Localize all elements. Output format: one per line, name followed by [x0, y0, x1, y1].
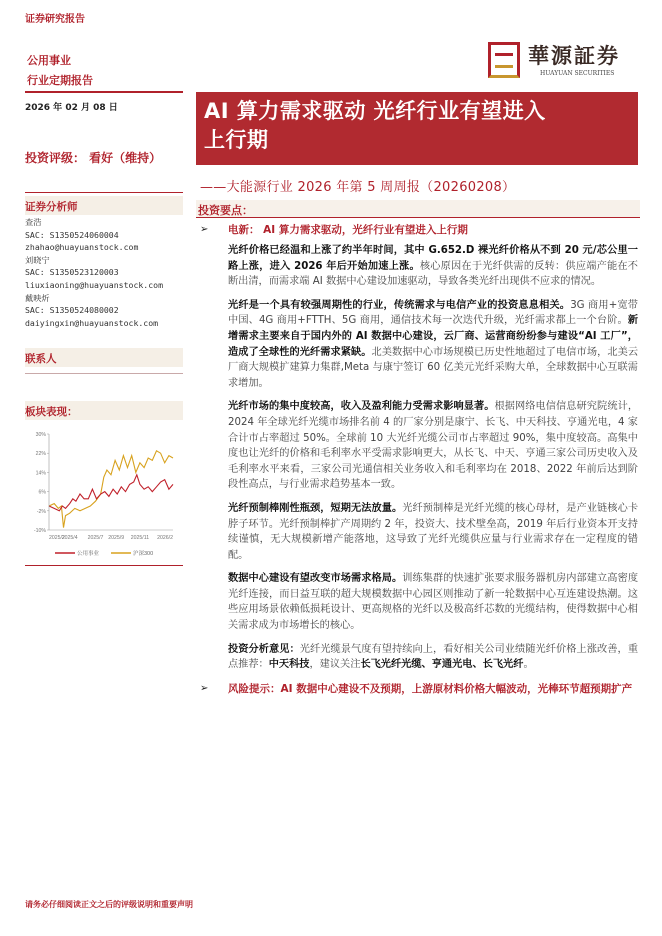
- analyst-sac: SAC: S1350524080002: [25, 305, 119, 316]
- title-line-1: AI 算力需求驱动 光纤行业有望进入: [204, 99, 546, 123]
- x-tick-label: 2025/9: [108, 535, 125, 541]
- divider: [25, 192, 183, 193]
- analysts-heading: 证券分析师: [25, 196, 183, 215]
- divider: [25, 565, 183, 566]
- y-tick-label: 6%: [38, 489, 46, 496]
- contact-heading: 联系人: [25, 348, 183, 367]
- company-logo: [488, 40, 633, 82]
- paragraph-text: 核心原因在于光纤供需的反转：供应端产能在不断出清，而需求端 AI 数据中心建设加速驱动，导致各类光纤出现供不应求的情况。: [228, 260, 638, 288]
- paragraph: [228, 399, 638, 493]
- bullet-title: 电新： AI 算力需求驱动，光纤行业有望进入上行期: [228, 224, 468, 236]
- series-line-utilities: [49, 475, 173, 511]
- analyst-email[interactable]: zhahao@huayuanstock.com: [25, 242, 139, 253]
- x-tick-label: 2026/2: [157, 535, 173, 541]
- logo-text: 華源証券: [528, 43, 620, 68]
- analyst-email[interactable]: daiyingxin@huayuanstock.com: [25, 317, 159, 328]
- paragraph-highlight: 光纤市场的集中度较高，收入及盈利能力受需求影响显著。: [228, 401, 495, 413]
- paragraph-text: 光纤光缆景气度有望持续向上，看好相关公司业绩随光纤价格上涨改善，重点推荐：: [228, 643, 639, 671]
- paragraph-highlight: 长飞光纤光缆、亨通光电、长飞光纤: [360, 659, 524, 671]
- legend-label-csi300: 沪深300: [133, 551, 154, 557]
- analyst-name: 刘晓宁: [25, 254, 50, 265]
- analyst-name: 查浩: [25, 217, 42, 227]
- paragraph-highlight: 新增需求主要来自于国内外的 AI 数据中心建设，云厂商、运营商纷纷参与建设“AI 工厂”，造成了全球性的光纤需求紧缺。: [228, 315, 638, 358]
- analyst-list: [25, 216, 163, 329]
- paragraph-highlight: 光纤是一个具有较强周期性的行业，传统需求与电信产业的投资息息相关。: [228, 299, 571, 311]
- x-tick-label: 2025/4: [61, 535, 78, 541]
- analyst-sac: SAC: S1350524060004: [25, 229, 119, 240]
- paragraph-text: 北美数据中心市场规模已历史性地超过了电信市场，北美云厂商大规模扩建算力集群,Meta 与康宁签订 60 亿美元光纤采购大单，全球数据中心互联需求增加。: [228, 346, 639, 389]
- x-tick-label: 2025/11: [130, 535, 150, 541]
- bullet-arrow-icon: ➢: [200, 682, 209, 694]
- y-tick-label: 22%: [35, 451, 46, 458]
- paragraph-text: 根据网络电信信息研究院统计，2024 年全球光纤光缆市场排名前 4 的厂家分别是康宁、长飞、中天科技、亨通光电，4 家合计市占率超过 50%。全球前 10 大光纤光缆公司市占率超过 90%，集中度较高。高集中度也让光纤的价格和毛利率水平受需求影响更大，从长飞、中天、亨通三家公司历史收入及毛利率水平来看，三家公司光通信相关业务收入和毛利率均在 2018、2022 年前后达到阶段性高点，与行业需求趋势基本一致。: [228, 401, 639, 491]
- sector-performance-chart: [25, 425, 185, 565]
- bullet-arrow-icon: ➢: [200, 224, 209, 235]
- report-title: [196, 92, 638, 165]
- paragraph: [228, 642, 638, 673]
- divider: [25, 91, 183, 93]
- paragraph-highlight: 数据中心建设有望改变市场需求格局。: [228, 573, 403, 585]
- paragraph: [228, 298, 638, 392]
- paragraph-highlight: 光纤预制棒刚性瓶颈，短期无法放量。: [228, 502, 403, 514]
- x-tick-label: 2025/2: [49, 535, 65, 541]
- report-subtitle: ——大能源行业 2026 年第 5 周周报（20260208）: [200, 180, 516, 195]
- footer-disclaimer: 请务必仔细阅读正文之后的评级说明和重要声明: [25, 899, 193, 909]
- paragraph-text: 训练集群的快速扩张要求服务器机房内部建立高密度光纤连接，而日益互联的超大规模数据中心园区则推动了新一轮数据中心互连建设热潮。这些应用场景依赖低损耗设计、更高规格的光纤以及极高纤芯数的光缆结构，使得数据中心相关需求成为市场增长的核心。: [228, 573, 639, 632]
- report-type-label: 行业定期报告: [27, 74, 93, 87]
- investment-rating: 投资评级： 看好（维持）: [25, 151, 162, 165]
- paragraph-highlight: 中天科技: [268, 659, 310, 671]
- x-tick-label: 2025/7: [87, 535, 104, 541]
- y-tick-label: 14%: [35, 470, 46, 477]
- key-points-body: [196, 222, 640, 702]
- y-tick-label: -10%: [33, 528, 46, 534]
- sector-label: 公用事业: [27, 54, 71, 67]
- logo-mark-icon: [488, 42, 520, 78]
- key-points-heading: 投资要点：: [196, 200, 640, 218]
- analyst-email[interactable]: liuxiaoning@huayuanstock.com: [25, 279, 164, 290]
- paragraph-text: ，建议关注: [309, 659, 361, 671]
- paragraph-highlight: 光纤价格已经温和上涨了约半年时间，其中 G.652.D 裸光纤价格从不到 20 元/芯公里一路上涨，进入 2026 年后开始加速上涨。: [228, 245, 638, 272]
- bullet-row: [196, 222, 640, 238]
- paragraph-text: 光纤预制棒是光纤光缆的核心母材，是产业链核心卡脖子环节。光纤预制棒扩产周期约 2 年，投资大、技术壁垒高，2019 年后行业资本开支持续谨慎，无大规模新增产能落地，这导致了光纤光缆供应量与行业需求存在一定程度的错配。: [228, 502, 639, 561]
- title-line-2: 上行期: [204, 128, 269, 152]
- paragraph: [228, 501, 638, 563]
- paragraph: [228, 571, 638, 633]
- paragraph-text: 3G 商用+宽带中国、4G 商用+FTTH、5G 商用，通信技术每一次迭代升级，光纤需求都上一个台阶。: [228, 299, 638, 327]
- legend-label-utilities: 公用事业: [77, 551, 100, 557]
- risk-warning: 风险提示：AI 数据中心建设不及预期，上游原材料价格大幅波动，光棒环节超预期扩产: [228, 682, 633, 695]
- paragraph-text: 。: [523, 659, 534, 671]
- analyst-name: 戴映炘: [25, 292, 50, 303]
- logo-subtext: HUAYUAN SECURITIES: [540, 70, 615, 77]
- divider: [25, 373, 183, 374]
- paragraph-highlight: 投资分析意见：: [228, 643, 300, 655]
- y-tick-label: 30%: [35, 432, 46, 438]
- y-tick-label: -2%: [36, 508, 46, 515]
- analyst-sac: SAC: S1350523120003: [25, 267, 119, 278]
- report-date: 2026 年 02 月 08 日: [25, 103, 118, 113]
- report-kicker: 证券研究报告: [25, 14, 85, 25]
- paragraph: [228, 243, 638, 290]
- performance-heading: 板块表现：: [25, 401, 183, 420]
- bullet-row: [196, 681, 640, 697]
